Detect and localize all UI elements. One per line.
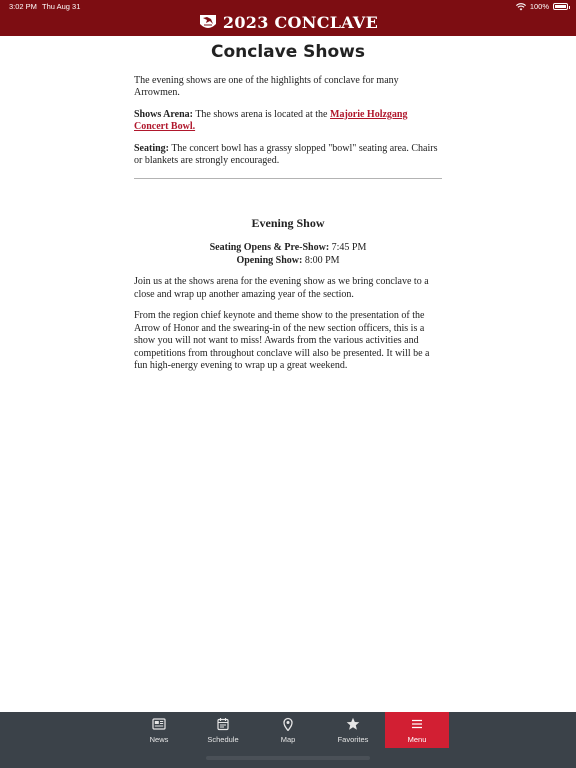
concert-bowl-link[interactable]: Majorie Holzgang Concert Bowl. [134, 108, 408, 132]
tab-favorites-label: Favorites [337, 735, 369, 744]
seating-opens-label: Seating Opens & Pre-Show: [209, 242, 330, 253]
shows-arena-text: The shows arena is located at the [193, 108, 330, 120]
map-pin-icon [281, 717, 295, 731]
seating-label: Seating: [134, 142, 169, 154]
tab-news-label: News [149, 735, 169, 744]
tab-menu[interactable] [385, 712, 449, 748]
opening-show-time: 8:00 PM [302, 254, 340, 266]
page-title: Conclave Shows [210, 42, 365, 62]
battery-icon [553, 3, 568, 10]
conclave-logo-icon [198, 12, 218, 32]
newspaper-icon [152, 717, 166, 731]
battery-percent: 100% [529, 2, 549, 11]
battery-level [555, 5, 566, 8]
seating-text: The concert bowl has a grassy slopped "bowl" seating area. Chairs or blankets are strongly encouraged. [134, 142, 438, 166]
tab-menu-label: Menu [407, 735, 427, 744]
wifi-icon [516, 3, 526, 11]
shows-arena-label: Shows Arena: [134, 108, 193, 120]
hamburger-menu-icon [410, 717, 424, 731]
tab-schedule-label: Schedule [207, 735, 239, 744]
seating-opens-time: 7:45 PM [329, 242, 367, 253]
intro-paragraph: The evening shows are one of the highlights of conclave for many Arrowmen. [134, 74, 399, 98]
evening-show-title: Evening Show [251, 215, 325, 230]
opening-show-line [134, 255, 442, 268]
show-times [134, 242, 442, 267]
seating-opens-line [134, 242, 442, 255]
app-header [0, 0, 576, 36]
star-icon [346, 717, 360, 731]
seating-paragraph [134, 143, 442, 168]
calendar-icon [216, 717, 230, 731]
app-brand [0, 12, 576, 32]
page-content [134, 42, 442, 382]
tab-schedule[interactable] [191, 712, 255, 748]
opening-show-label: Opening Show: [236, 254, 303, 266]
evening-show-paragraph-1: Join us at the shows arena for the evening show as we bring conclave to a close and wrap up another amazing year of the section. [134, 276, 429, 300]
tab-map[interactable] [256, 712, 320, 748]
status-time: 3:02 PM [9, 2, 37, 11]
home-indicator [206, 756, 370, 760]
tab-news[interactable] [127, 712, 191, 748]
evening-show-paragraph-2: From the region chief keynote and theme show to the presentation of the Arrow of Honor and the swearing-in of the new section officers, this is a show you will not want to miss! Awards from the various activities and competitions from throughout conclave will also be presented. It will be a fun high-energy evening to wrap up a great weekend. [134, 310, 430, 371]
status-date: Thu Aug 31 [42, 2, 81, 11]
app-title: 2023 CONCLAVE [222, 12, 379, 32]
tab-favorites[interactable] [321, 712, 385, 748]
status-indicators [516, 2, 568, 11]
shows-arena-paragraph [134, 109, 442, 134]
tab-map-label: Map [280, 735, 296, 744]
section-divider [134, 178, 442, 179]
